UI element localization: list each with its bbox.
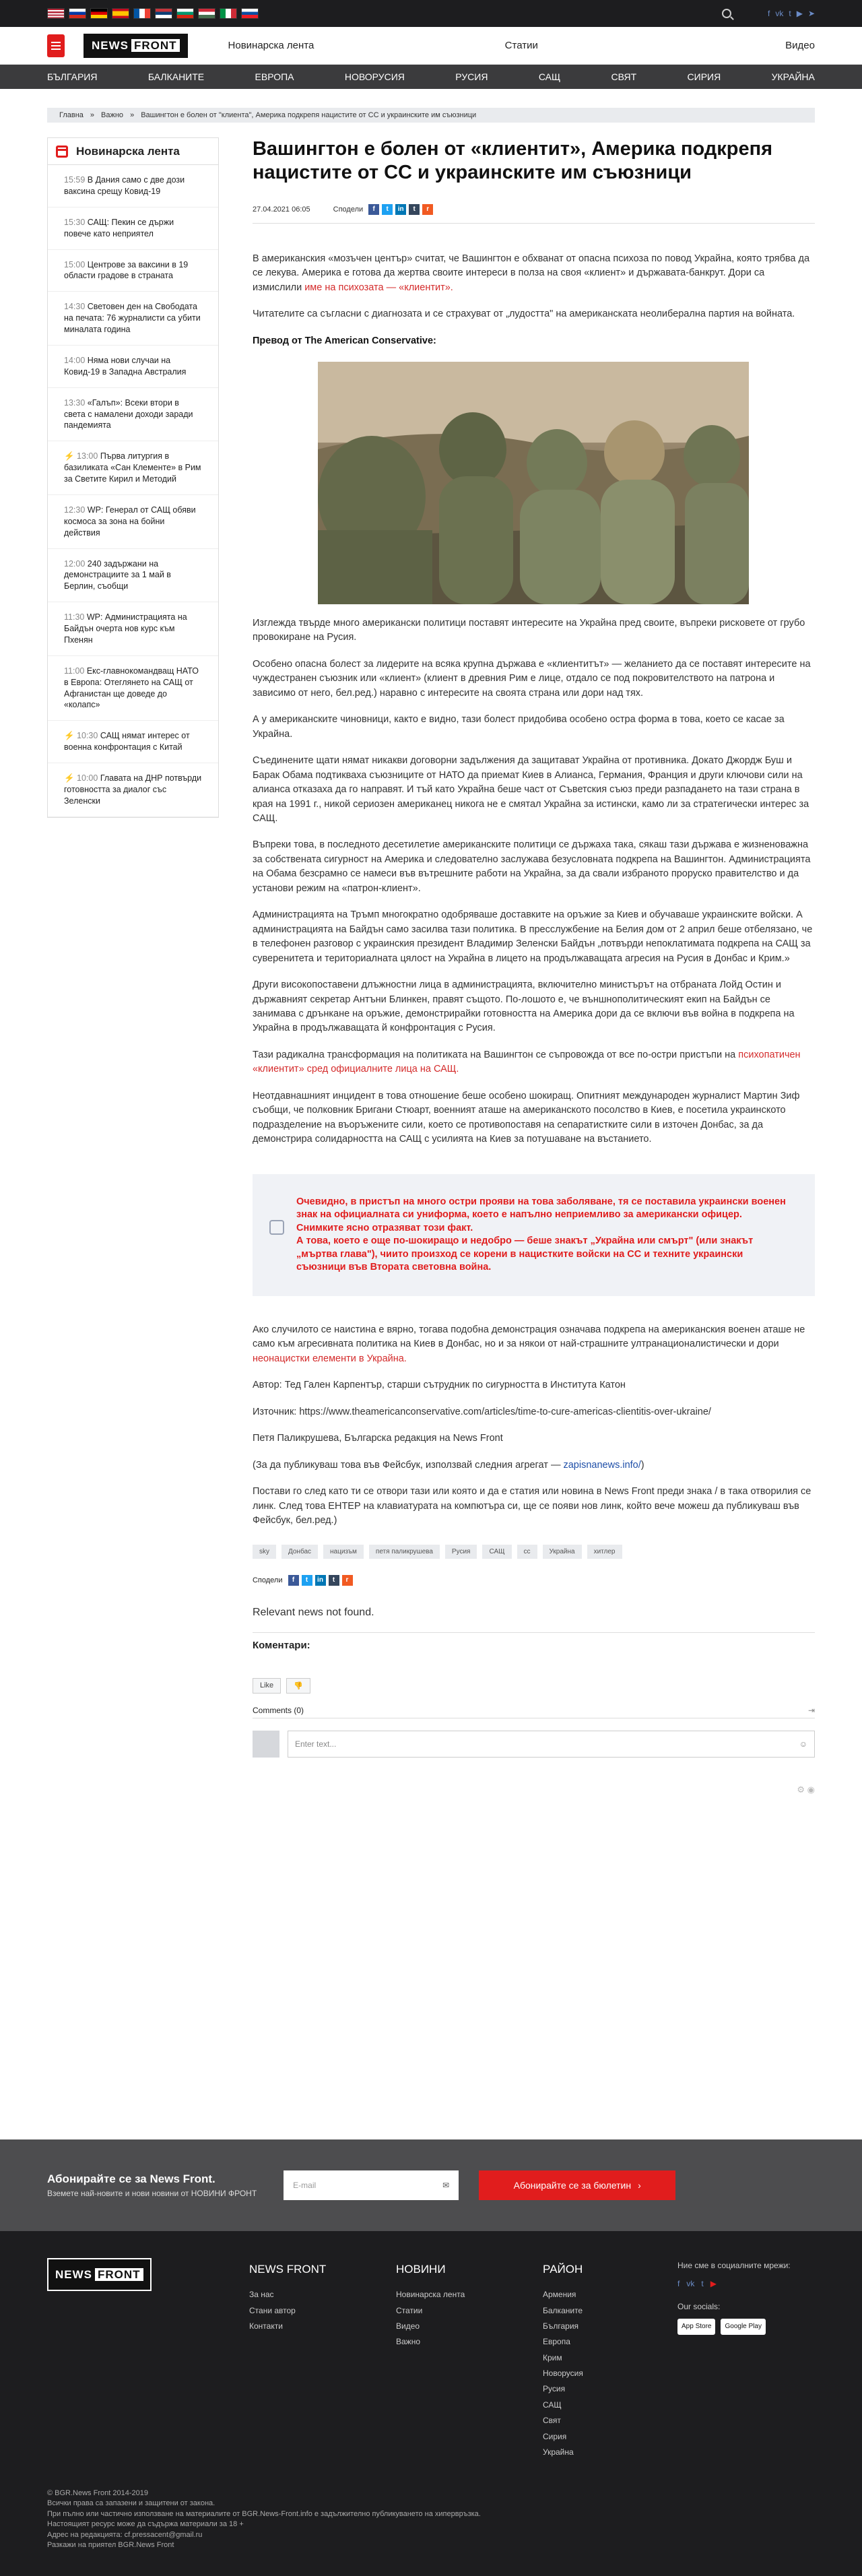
category-link[interactable]: ЕВРОПА bbox=[255, 71, 294, 82]
news-headline[interactable]: САЩ нямат интерес от военна конфронтация с Китай bbox=[64, 731, 190, 752]
fb-note bbox=[253, 1458, 815, 1473]
comment-feed-icons bbox=[253, 1784, 815, 1795]
author-line: Автор: Тед Гален Карпентър, старши сътрудник по сигурността в Института Катон bbox=[252, 1380, 626, 1391]
sidebar-title: Новинарска лента bbox=[76, 144, 180, 158]
news-time: 13:00 bbox=[77, 451, 98, 461]
footer-link[interactable]: Балканите bbox=[543, 2305, 583, 2315]
top-bar bbox=[0, 0, 862, 27]
news-feed-item[interactable] bbox=[48, 346, 218, 388]
flag-de-icon[interactable] bbox=[90, 8, 108, 19]
breadcrumb-sep: » bbox=[90, 111, 95, 119]
tag[interactable]: Русия bbox=[445, 1545, 477, 1559]
breadcrumb-current: Вашингтон е болен от "клиента", Америка подкрепя нацистите от СС и украинските им съюзници bbox=[141, 111, 477, 119]
news-headline[interactable]: 240 задържани на демонстрациите за 1 май в Берлин, съобщи bbox=[64, 558, 171, 591]
footer-col-news bbox=[396, 2258, 543, 2460]
sidebar-list bbox=[48, 165, 218, 817]
news-time: 11:30 bbox=[64, 612, 85, 622]
footer-link[interactable]: Стани автор bbox=[249, 2305, 296, 2315]
youtube-icon[interactable]: ▶ bbox=[710, 2279, 717, 2289]
footer bbox=[0, 2231, 862, 2576]
footer-link[interactable]: Украйна bbox=[543, 2447, 574, 2457]
youtube-icon[interactable]: ▶ bbox=[796, 9, 803, 18]
vk-icon[interactable]: vk bbox=[686, 2279, 695, 2289]
news-time: 12:00 bbox=[64, 558, 86, 569]
facebook-share-icon[interactable]: f bbox=[288, 1575, 299, 1586]
category-link[interactable]: НОВОРУСИЯ bbox=[344, 71, 405, 82]
linkedin-share-icon[interactable]: in bbox=[315, 1575, 326, 1586]
comments-count: Comments (0) bbox=[252, 1706, 304, 1716]
news-headline[interactable]: WP: Администрацията на Байдън очерта нов курс към Пхенян bbox=[64, 612, 187, 645]
post-note: Постави го след като ти се отвори тази или която и да е статия или новина в News Front преди знака / в така отворилия се линк. След това ЕНТЕР на клавиатурата на компютъра си, ще се появи нов линк, който вече можеш да публикуваш във Фейсбук, бел.ред.) bbox=[252, 1486, 811, 1526]
news-time: 15:59 bbox=[64, 175, 86, 185]
comment-box bbox=[253, 1731, 815, 1758]
news-time: 14:00 bbox=[64, 355, 86, 365]
tag[interactable]: хитлер bbox=[587, 1545, 622, 1559]
footer-social-icons bbox=[677, 2276, 799, 2292]
translation-lead: Превод от The American Conservative: bbox=[252, 335, 436, 346]
search-icon[interactable] bbox=[722, 9, 731, 18]
news-headline[interactable]: Първа литургия в базиликата «Сан Клементе» в Рим за Светите Кирил и Методий bbox=[64, 451, 201, 484]
news-headline[interactable]: Световен ден на Свободата на печата: 76 журналисти са убити миналата година bbox=[64, 302, 201, 334]
bolt-icon: ⚡ bbox=[64, 731, 77, 741]
news-feed-item[interactable] bbox=[48, 602, 218, 656]
copyright-line: Разкажи на приятел BGR.News Front bbox=[47, 2540, 174, 2549]
share-label: Сподели bbox=[252, 1576, 283, 1584]
footer-link[interactable]: За нас bbox=[249, 2290, 274, 2300]
breadcrumb-home[interactable]: Главна bbox=[59, 111, 84, 119]
news-feed-item[interactable] bbox=[48, 441, 218, 495]
social-links bbox=[768, 9, 815, 18]
googleplay-badge[interactable]: Google Play bbox=[721, 2319, 765, 2335]
reddit-share-icon[interactable]: r bbox=[342, 1575, 353, 1586]
footer-link[interactable]: Сирия bbox=[543, 2431, 567, 2441]
tumblr-share-icon[interactable]: t bbox=[329, 1575, 339, 1586]
category-link[interactable]: СВЯТ bbox=[611, 71, 637, 82]
breadcrumb-sep: » bbox=[130, 111, 135, 119]
footer-link[interactable]: Армения bbox=[543, 2290, 576, 2300]
footer-social bbox=[677, 2258, 799, 2460]
source-line: Източник: https://www.theamericanconservative.com/articles/time-to-cure-americas-clientitis-over-ukraine/ bbox=[252, 1406, 711, 1417]
emoji-icon[interactable]: ☺ bbox=[799, 1739, 807, 1749]
tag[interactable]: sky bbox=[253, 1545, 276, 1559]
news-time: 14:30 bbox=[64, 302, 86, 312]
news-headline[interactable]: Екс-главнокомандващ НАТО в Европа: Отеглянето на САЩ от Афганистан ще доведе до «колапс» bbox=[64, 666, 199, 710]
flag-rs-icon[interactable] bbox=[155, 8, 172, 19]
like-button[interactable]: Like bbox=[253, 1678, 281, 1694]
paragraph-text: Тази радикална трансформация на политиката на Вашингтон се съпровожда от все по-остри пристъпи на bbox=[252, 1049, 739, 1060]
nav-articles[interactable]: Статии bbox=[504, 40, 538, 51]
tag[interactable]: Донбас bbox=[281, 1545, 318, 1559]
paragraph bbox=[253, 1048, 815, 1077]
flag-us-icon[interactable] bbox=[47, 8, 65, 19]
tag[interactable]: сс bbox=[517, 1545, 537, 1559]
footer-link[interactable]: Русия bbox=[543, 2384, 566, 2394]
login-icon[interactable]: ⇥ bbox=[807, 1706, 815, 1716]
chevron-right-icon: › bbox=[638, 2180, 641, 2191]
paragraph: А у американските чиновници, както е видно, тази болест придобива особено остра форма в това, което се касае за Украйна. bbox=[252, 714, 785, 740]
news-feed-item[interactable] bbox=[48, 207, 218, 250]
translator-line: Петя Паликрушева, Българска редакция на News Front bbox=[252, 1433, 503, 1444]
news-headline[interactable]: Центрове за ваксини в 19 области градове в страната bbox=[64, 259, 189, 281]
logo-part2: FRONT bbox=[131, 39, 180, 52]
paragraph: Съединените щати нямат никакви договорни задължения да защитават Украйна от противника. Докато Джордж Буш и Барак Обама подтикваха съюзниците от НАТО да приемат Киев в Алианса, Германия, Франция и други ключови сили на алианса отказаха да го направят. И тъй като Украйна беше част от Съветския съюз преди разпадането на тази страна в края на 1991 г., никой сериозен американец никога не е смятал Украйна за истински, камо ли за стратегически интерес за САЩ. bbox=[252, 755, 809, 824]
tag[interactable]: Украйна bbox=[543, 1545, 582, 1559]
news-feed-item[interactable] bbox=[48, 495, 218, 549]
comments-section bbox=[253, 1632, 815, 1795]
flag-sk-icon[interactable] bbox=[241, 8, 259, 19]
aggregator-link[interactable]: zapisnanews.info/ bbox=[563, 1459, 641, 1471]
share-label: Сподели bbox=[333, 205, 364, 214]
footer-link[interactable]: Европа bbox=[543, 2337, 570, 2347]
paragraph-text: Ако случилото се наистина е вярно, тогава подобна демонстрация означава подкрепа на американския военен аташе не само към агресивната политика на Киев в Донбас, но и за някои от най-страшните ултранационалистически и дори bbox=[252, 1324, 805, 1350]
footer-link[interactable]: Важно bbox=[396, 2337, 421, 2347]
news-headline[interactable]: В Дания само с две дози ваксина срещу Ковид-19 bbox=[64, 175, 185, 196]
site-logo[interactable] bbox=[84, 34, 188, 58]
avatar bbox=[253, 1731, 279, 1758]
subscribe-block bbox=[0, 2139, 862, 2231]
comments-title: Коментари: bbox=[252, 1640, 310, 1652]
tag[interactable]: петя паликрушева bbox=[369, 1545, 440, 1559]
copyright-line: Адрес на редакцията: cf.pressacent@gmail.ru bbox=[47, 2530, 203, 2539]
news-time: 11:00 bbox=[64, 666, 85, 676]
news-feed-item[interactable] bbox=[48, 165, 218, 207]
article-meta bbox=[253, 204, 815, 224]
twitter-share-icon[interactable]: t bbox=[382, 204, 393, 215]
news-feed-sidebar bbox=[47, 137, 219, 818]
appstore-badge[interactable]: App Store bbox=[677, 2319, 715, 2335]
quote-callout bbox=[253, 1174, 815, 1296]
news-time: 12:30 bbox=[64, 505, 86, 515]
category-link[interactable]: БАЛКАНИТЕ bbox=[147, 71, 205, 82]
twitter-icon[interactable]: t bbox=[789, 9, 791, 18]
email-field[interactable] bbox=[284, 2170, 459, 2200]
email-placeholder: E-mail bbox=[293, 2181, 317, 2190]
rss-icon[interactable]: ◉ bbox=[807, 1784, 815, 1795]
nav-video[interactable]: Видео bbox=[785, 40, 815, 51]
twitter-share-icon[interactable]: t bbox=[302, 1575, 312, 1586]
copyright-line: Настоящият ресурс може да съдържа материали за 18 + bbox=[47, 2520, 244, 2529]
vk-icon[interactable]: vk bbox=[775, 9, 784, 18]
flag-it-icon[interactable] bbox=[220, 8, 237, 19]
reddit-share-icon[interactable]: r bbox=[422, 204, 433, 215]
subscribe-button[interactable] bbox=[479, 2170, 675, 2200]
inline-link[interactable]: неонацистки елементи в Украйна. bbox=[252, 1353, 407, 1364]
footer-link[interactable]: Свят bbox=[543, 2416, 561, 2426]
flag-hu-icon[interactable] bbox=[198, 8, 216, 19]
news-time: 13:30 bbox=[64, 397, 86, 408]
article-title: Вашингтон е болен от «клиентит», Америка подкрепя нацистите от СС и украинските им съюзници bbox=[252, 138, 773, 184]
telegram-icon[interactable]: ➤ bbox=[807, 9, 815, 18]
facebook-icon[interactable]: f bbox=[768, 9, 770, 18]
quote-icon bbox=[269, 1220, 284, 1235]
footer-col-title: NEWS FRONT bbox=[249, 2263, 327, 2276]
category-link[interactable]: РУСИЯ bbox=[455, 71, 488, 82]
dislike-icon[interactable]: 👎 bbox=[286, 1678, 310, 1694]
news-feed-item[interactable] bbox=[48, 250, 218, 292]
logo-part1: NEWS bbox=[55, 2268, 92, 2281]
paragraph: Читателите са съгласни с диагнозата и се страхуват от „лудостта" на американската неолиберална партия на войната. bbox=[252, 309, 795, 320]
subscribe-title: Абонирайте се за News Front. bbox=[47, 2172, 216, 2185]
copyright-line: При пълно или частично използване на материалите от BGR.News-Front.info е задължително публикуването на хипервръзка. bbox=[47, 2509, 481, 2518]
category-link[interactable]: СИРИЯ bbox=[687, 71, 721, 82]
paragraph: Въпреки това, в последното десетилетие американските политици се държаха така, сякаш тази държава е жизненоважна за собствената сигурност на Америка и следователно заслужава безусловната подкрепа на Вашингтон. Администрацията на Обама безсрамно се намеси във вътрешните работи на Украйна, за да свали избраното проруско правителство и да установи режим на «патрон-клиент». bbox=[252, 839, 811, 894]
callout-text: Очевидно, в пристъп на много остри прояви на това заболяване, тя се поставила украински военен знак на официалната си униформа, което е напълно неприемливо за американски офицер. Снимките ясно отразяват този факт. А това, което е още по-шокиращо и недобро — беше знакът „Украйна или смърт" (или знакът „мъртва глава"), чиито произход се корени в нацистките войски на СС и техните украински съюзници във Втората световна война. bbox=[296, 1196, 786, 1273]
copyright bbox=[47, 2488, 481, 2550]
calendar-icon bbox=[56, 146, 68, 158]
news-feed-item[interactable] bbox=[48, 549, 218, 603]
footer-link[interactable]: България bbox=[543, 2321, 579, 2331]
news-time: 10:00 bbox=[77, 773, 98, 783]
category-bar bbox=[0, 65, 862, 89]
nav-news-feed[interactable]: Новинарска лента bbox=[228, 40, 314, 51]
news-feed-item[interactable] bbox=[48, 656, 218, 721]
news-headline[interactable]: WP: Генерал от САЩ обяви космоса за зона на бойни действия bbox=[64, 505, 196, 538]
logo-part1: NEWS bbox=[91, 38, 129, 52]
copyright-line: Всички права са запазени и защитени от закона. bbox=[47, 2499, 216, 2508]
soldiers-image bbox=[318, 362, 749, 604]
inline-link[interactable]: психопатичен «клиентит» сред официалните лица на САЩ. bbox=[252, 1049, 801, 1075]
news-feed-item[interactable] bbox=[48, 388, 218, 442]
footer-link[interactable]: Крим bbox=[543, 2352, 562, 2362]
breadcrumb bbox=[47, 108, 815, 123]
news-feed-item[interactable] bbox=[48, 292, 218, 346]
sidebar-header bbox=[48, 138, 218, 165]
news-headline[interactable]: Главата на ДНР потвърди готовността за диалог със Зеленски bbox=[64, 773, 202, 806]
footer-link[interactable]: Новинарска лента bbox=[396, 2290, 465, 2300]
paragraph: Особено опасна болест за лидерите на всяка крупна държава е «клиентитът» — желанието да се поставят интересите на чуждестранен съюзник или «клиент» (клиент в древния Рим е лице, отдало се под покровителството на патрона и зависимо от него, бел.ред.) наравно с интересите на своята страна или дори над тях. bbox=[252, 658, 811, 699]
paragraph-text: В американския «мозъчен център» считат, че Вашингтон е обхванат от опасна психоза по повод Украйна, която трябва да се лекува. Америка е готова да жертва своите интереси в полза на своя «клиент» и държавата-банкрут. Дори са измислили bbox=[252, 253, 810, 293]
news-headline[interactable]: САЩ: Пекин се държи повече като неприятел bbox=[64, 217, 174, 238]
tag[interactable]: нацизъм bbox=[323, 1545, 364, 1559]
our-socials-label: Our socials: bbox=[677, 2301, 721, 2311]
tag[interactable]: САЩ bbox=[482, 1545, 511, 1559]
reaction-row bbox=[253, 1678, 815, 1694]
footer-col-newsfront bbox=[249, 2258, 396, 2460]
news-headline[interactable]: Няма нови случаи на Ковид-19 в Западна Австралия bbox=[64, 355, 187, 377]
subscribe-button-label: Абонирайте се за бюлетин bbox=[513, 2180, 632, 2191]
comment-placeholder: Enter text... bbox=[294, 1739, 337, 1749]
footer-link[interactable]: Видео bbox=[396, 2321, 420, 2331]
linkedin-share-icon[interactable]: in bbox=[395, 204, 406, 215]
fb-note-end: ) bbox=[640, 1459, 644, 1471]
logo-part2: FRONT bbox=[95, 2268, 143, 2281]
menu-icon[interactable] bbox=[47, 34, 65, 57]
header-nav bbox=[228, 40, 815, 51]
flag-ru-icon[interactable] bbox=[69, 8, 86, 19]
news-headline[interactable]: «Галъп»: Всеки втори в света с намалени доходи заради пандемията bbox=[64, 397, 193, 430]
article bbox=[253, 137, 815, 1795]
article-photo bbox=[318, 362, 749, 604]
fb-note-text: (За да публикуваш това във Фейсбук, използвай следния агрегат — bbox=[252, 1459, 564, 1471]
twitter-icon[interactable]: t bbox=[701, 2279, 704, 2289]
share-bar bbox=[333, 204, 434, 215]
main-header bbox=[0, 27, 862, 65]
category-link[interactable]: БЪЛГАРИЯ bbox=[47, 71, 98, 82]
copyright-line: © BGR.News Front 2014-2019 bbox=[47, 2489, 148, 2497]
paragraph: Неотдавнашният инцидент в това отношение беше особено шокиращ. Опитният международен журналист Мартин Зиф съобщи, че полковник Бригани Стюарт, военният аташе на американското посолство в Киев, е посетила украинското подразделение на въоръжените сили, което се противопоставя на сепаратистките сили в източен Донбас, за да демонстрира солидарността на САЩ с усилията на Киев за потушаване на въстанието. bbox=[252, 1090, 800, 1145]
paragraph: Администрацията на Тръмп многократно одобряваше доставките на оръжие за Киев и обучаваше украинските войски. А администрацията на Байдън само засилва тази политика. В пресслужбение на Белия дом от 2 април беше отбелязано, че в телефонен разговор с украинския президент Владимир Зеленски Байдън „потвърди непоклатимата подкрепа на САЩ за суверенитета и териториалната цялост на Украйна в лицето на продължаващата агресия на Русия в Донбас и Крим.» bbox=[252, 909, 813, 964]
footer-link[interactable]: Статии bbox=[396, 2305, 423, 2315]
news-time: 15:30 bbox=[64, 217, 86, 227]
paragraph bbox=[253, 252, 815, 295]
footer-social-title: Ние сме в социалните мрежи: bbox=[677, 2261, 791, 2270]
footer-col-title: РАЙОН bbox=[543, 2263, 583, 2276]
news-feed-item[interactable] bbox=[48, 721, 218, 763]
flag-fr-icon[interactable] bbox=[133, 8, 151, 19]
news-time: 15:00 bbox=[64, 259, 86, 269]
settings-icon[interactable]: ⚙ bbox=[797, 1784, 805, 1795]
facebook-icon[interactable]: f bbox=[677, 2279, 680, 2289]
subscribe-subtitle: Вземете най-новите и нови новини от НОВИНИ ФРОНТ bbox=[47, 2189, 257, 2198]
comment-input[interactable] bbox=[288, 1731, 815, 1758]
facebook-share-icon[interactable]: f bbox=[368, 204, 379, 215]
comments-count-row bbox=[253, 1706, 815, 1718]
article-date: 27.04.2021 06:05 bbox=[252, 205, 310, 214]
app-badges bbox=[677, 2319, 799, 2335]
footer-link[interactable]: Новорусия bbox=[543, 2369, 583, 2379]
inline-link[interactable]: име на психозата — «клиентит». bbox=[304, 282, 453, 293]
bolt-icon: ⚡ bbox=[64, 773, 77, 783]
tag-list bbox=[253, 1545, 815, 1559]
category-link[interactable]: УКРАЙНА bbox=[771, 71, 815, 82]
related-news: Relevant news not found. bbox=[252, 1606, 374, 1618]
category-link[interactable]: САЩ bbox=[538, 71, 561, 82]
paragraph bbox=[253, 1323, 815, 1366]
paragraph: Други високопоставени длъжностни лица в администрацията, включително министърът на отбраната Лойд Остин и държавният секретар Антъни Блинкен, правят същото. По-лошото е, че външнополитическият екип на Байдън се занимава с дрънкане на оръжие, демонстрирайки готовността на Америка дори да се включи във война в подкрепа на Украйна в продължаващата й конфронтация с Русия. bbox=[252, 979, 795, 1034]
flag-bg-icon[interactable] bbox=[176, 8, 194, 19]
content-layout bbox=[0, 137, 862, 1795]
flag-es-icon[interactable] bbox=[112, 8, 129, 19]
news-feed-item[interactable] bbox=[48, 763, 218, 817]
bottom-share-bar bbox=[253, 1575, 815, 1586]
paragraph: Изглежда твърде много американски политици поставят интересите на Украйна пред своите, въпреки рисковете от грубо провокиране на Русия. bbox=[252, 618, 805, 643]
bolt-icon: ⚡ bbox=[64, 451, 77, 461]
footer-col-region bbox=[543, 2258, 680, 2460]
footer-logo[interactable] bbox=[47, 2258, 152, 2291]
language-flags bbox=[47, 8, 259, 19]
mail-icon: ✉ bbox=[442, 2181, 450, 2190]
footer-link[interactable]: Контакти bbox=[249, 2321, 283, 2331]
news-time: 10:30 bbox=[77, 731, 98, 741]
footer-link[interactable]: САЩ bbox=[543, 2400, 562, 2410]
footer-col-title: НОВИНИ bbox=[396, 2263, 446, 2276]
tumblr-share-icon[interactable]: t bbox=[409, 204, 420, 215]
breadcrumb-important[interactable]: Важно bbox=[101, 111, 124, 119]
